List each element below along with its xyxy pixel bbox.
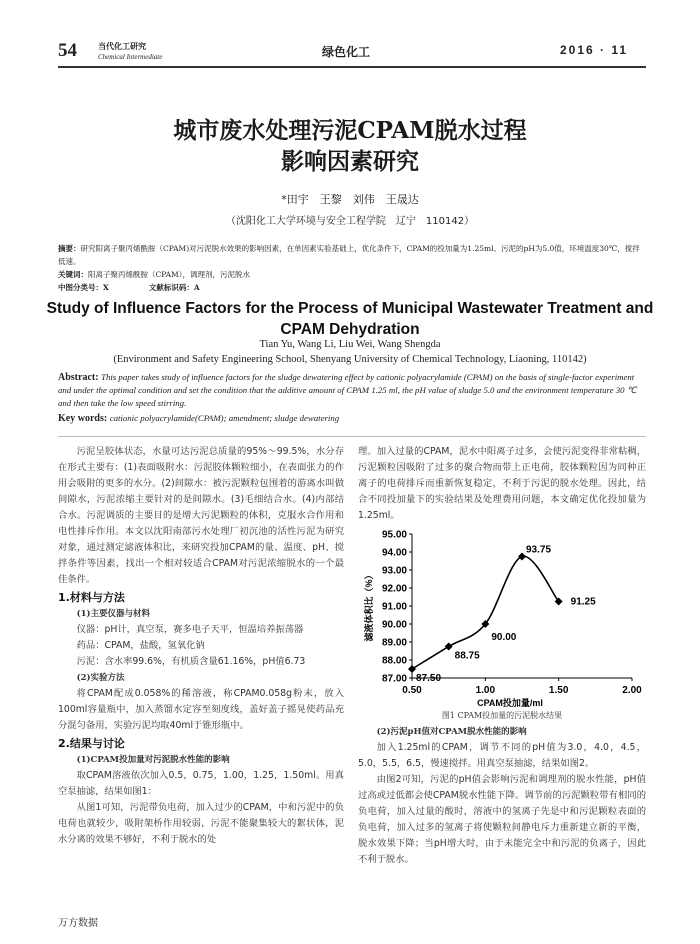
doc-code-label: 文献标识码： — [148, 283, 194, 292]
data-label: 91.25 — [570, 596, 596, 608]
english-affiliation: (Environment and Safety Engineering School, Shenyang University of Chemical Technology, Liaoning, 110142) — [113, 354, 587, 365]
abstract-cn-label: 摘要： — [58, 244, 81, 253]
y-tick-label: 89.00 — [381, 637, 407, 649]
english-keywords-label: Key words — [58, 413, 104, 424]
data-point — [518, 553, 526, 561]
abstract-cn-block — [58, 242, 646, 294]
subheading-method: (2)实验方法 — [76, 673, 125, 683]
y-tick-label: 94.00 — [381, 547, 407, 559]
y-axis-label: 滤液体积比（%） — [364, 570, 374, 642]
data-label: 88.75 — [454, 650, 480, 662]
paragraph: 理。加入过量的CPAM，泥水中阳离子过多，会使污泥变得非常粘稠，污泥颗粒因吸附了过多的聚合物而带上正电荷，胶体颗粒因为同种正离子的电荷排斥而重新恢复稳定，不利于污泥的脱水处理。因此，结合不同投加量下的实验结果及处理费用问题，本文确定优化投加量为1.25ml。 — [358, 446, 646, 521]
paragraph: 加入1.25ml的CPAM，调节不同的pH值为3.0，4.0，4.5，5.0，5.5，6.5，慢速搅拌。用真空泵抽滤，结果如图2。 — [358, 742, 646, 769]
journal-name-cn: 当代化工研究 — [98, 42, 146, 51]
data-label: 87.50 — [416, 673, 442, 684]
paragraph: 污泥：含水率99.6%，有机质含量61.16%，pH值6.73 — [76, 656, 306, 667]
x-tick-label: 1.00 — [475, 685, 496, 696]
y-tick-label: 87.00 — [381, 673, 407, 685]
data-point — [408, 665, 416, 673]
title-line-2: 影响因素研究 — [281, 148, 419, 175]
figure-1-caption: 图1 CPAM投加量的污泥脱水结果 — [441, 711, 563, 720]
paragraph: 取CPAM溶液依次加入0.5，0.75，1.00，1.25，1.50ml。用真空泵抽滤，结果如图1： — [58, 770, 344, 797]
subheading-ph: (2)污泥pH值对CPAM脱水性能的影响 — [376, 727, 527, 737]
y-tick-label: 92.00 — [381, 583, 407, 595]
figure-1-chart — [358, 528, 646, 708]
footer-watermark: 万方数据 — [58, 918, 98, 929]
paragraph: 污泥呈胶体状态，水量可达污泥总质量的95%～99.5%，水分存在形式主要有：(1)表面吸附水：污泥胶体颗粒细小，在表面张力的作用会吸附的更多的水分。(2)间隙水：被污泥颗粒包围着的游离水叫做间隙水，污泥浓缩主要针对的是间隙水。(3)毛细结合水。(4)内部结合水。污泥调质的主要目的是增大污泥颗粒的体积，克服水合作用和电性排斥作用。本文以沈阳南部污水处理厂初沉池的活性污泥为研究对象，通过测定滤液体积比，来研究投加CPAM的量、温度、pH、搅拌条件等因素，找出一个相对较适合CPAM对污泥浓缩脱水的一个最佳条件。 — [58, 446, 344, 585]
issue-number: 2016 · 11 — [560, 43, 629, 57]
paragraph: 从图1可知，污泥带负电荷，加入过少的CPAM，中和污泥中的负电荷也就较少，吸附架桥作用较弱，污泥不能聚集较大的絮状体，泥水分离的效果不够好，不利于脱水的处 — [58, 802, 344, 845]
title-line-1: 城市废水处理污泥CPAM脱水过程 — [173, 117, 527, 144]
paragraph: 将CPAM配成0.058%的稀溶液，称CPAM0.058g粉末，放入100ml容量瓶中，加入蒸馏水定容至刻度线，盖好盖子摇晃使药品充分混匀备用，实验污泥均取40ml于锥形瓶中。 — [58, 688, 344, 731]
page-number: 54 — [58, 40, 77, 61]
keywords-cn: 阳离子聚丙烯酰胺（CPAM），调理剂，污泥脱水 — [88, 270, 250, 279]
y-tick-label: 91.00 — [381, 601, 407, 613]
keywords-cn-label: 关键词： — [58, 270, 88, 279]
data-point — [445, 643, 453, 651]
y-tick-label: 90.00 — [381, 619, 407, 631]
affiliation-cn: （沈阳化工大学环境与安全工程学院 辽宁 110142） — [225, 216, 475, 227]
english-abstract: This paper takes study of influence factors for the sludge dewatering effect by cationic polyacrylamide (CPAM) on the basis of single-factor experiment and under the optimal condition and set the condition that the additive amount of CPAM 1.25 ml, the pH value of sludge 5.0 and the environment temperature 30 ℃ and then take the low speed stirring. — [58, 372, 637, 408]
paragraph: 药品：CPAM，盐酸，氢氧化钠 — [76, 640, 205, 651]
journal-name-en: Chemical Intermediate — [98, 53, 163, 61]
heading-materials-methods: 1.材料与方法 — [58, 591, 125, 604]
section-divider — [58, 436, 646, 437]
section-name: 绿色化工 — [322, 45, 371, 59]
body-right-column — [358, 444, 646, 868]
subheading-instruments: (1)主要仪器与材料 — [76, 609, 151, 619]
clc-value: X — [103, 283, 109, 292]
header-rule — [58, 66, 646, 68]
y-tick-label: 88.00 — [381, 655, 407, 667]
body-left-column — [58, 444, 344, 848]
paragraph: 由图2可知，污泥的pH值会影响污泥和调理剂的脱水性能，pH值过高或过低都会使CPAM脱水性能下降。调节前的污泥颗粒带有相同的负电荷，加入过量的酸时，溶液中的氢离子先是中和污泥颗粒表面的负电荷，加入过多的氢离子将使颗粒间静电斥力重新建立新的平衡，脱水效果下降；当pH增大时，由于未能完全中和污泥的负离子，因此不利于脱水。 — [358, 774, 646, 865]
x-tick-label: 1.50 — [548, 685, 569, 696]
data-label: 90.00 — [491, 632, 517, 643]
x-tick-label: 0.50 — [402, 685, 422, 696]
subheading-cpam-dosage: (1)CPAM投加量对污泥脱水性能的影响 — [76, 755, 230, 765]
y-tick-label: 95.00 — [381, 529, 407, 541]
doc-code-value: A — [193, 283, 200, 292]
english-title: Study of Influence Factors for the Process of Municipal Wastewater Treatment and CPAM Dehydration — [46, 300, 654, 338]
series-line — [412, 556, 559, 669]
english-abstract-label: Abstract — [58, 372, 96, 383]
x-axis-label: CPAM投加量/ml — [477, 698, 543, 708]
heading-results: 2.结果与讨论 — [58, 737, 125, 750]
clc-label: 中图分类号： — [58, 283, 103, 292]
data-label: 93.75 — [526, 544, 552, 556]
authors-cn: *田宇 王黎 刘伟 王晟达 — [281, 193, 419, 206]
abstract-cn-text: 研究阳离子聚丙烯酰胺（CPAM)对污泥脱水效果的影响因素，在单因素实验基础上，优化条件下，CPAM的投加量为1.25ml、污泥的pH为5.0值，环境温度30℃，搅拌低速。 — [58, 244, 640, 266]
english-authors: Tian Yu, Wang Li, Liu Wei, Wang Shengda — [259, 339, 441, 350]
english-abstract-block: Abstract: This paper takes study of influence factors for the sludge dewatering effect by cationic polyacrylamide (CPAM) on the basis of single-factor experiment and under the optimal condition and set the condition that the additive amount of CPAM 1.25 ml, the pH value of sludge 5.0 and the environment temperature 30 ℃ and then take the low speed stirring. Key words: cationic polyacrylamide(CPAM); amendment; sludge dewatering — [58, 372, 637, 424]
paragraph: 仪器：pH计，真空泵，赛多电子天平，恒温培养振荡器 — [76, 624, 304, 635]
x-tick-label: 2.00 — [622, 685, 642, 696]
english-keywords: cationic polyacrylamide(CPAM); amendment; sludge dewatering — [109, 413, 340, 423]
y-tick-label: 93.00 — [381, 565, 407, 577]
